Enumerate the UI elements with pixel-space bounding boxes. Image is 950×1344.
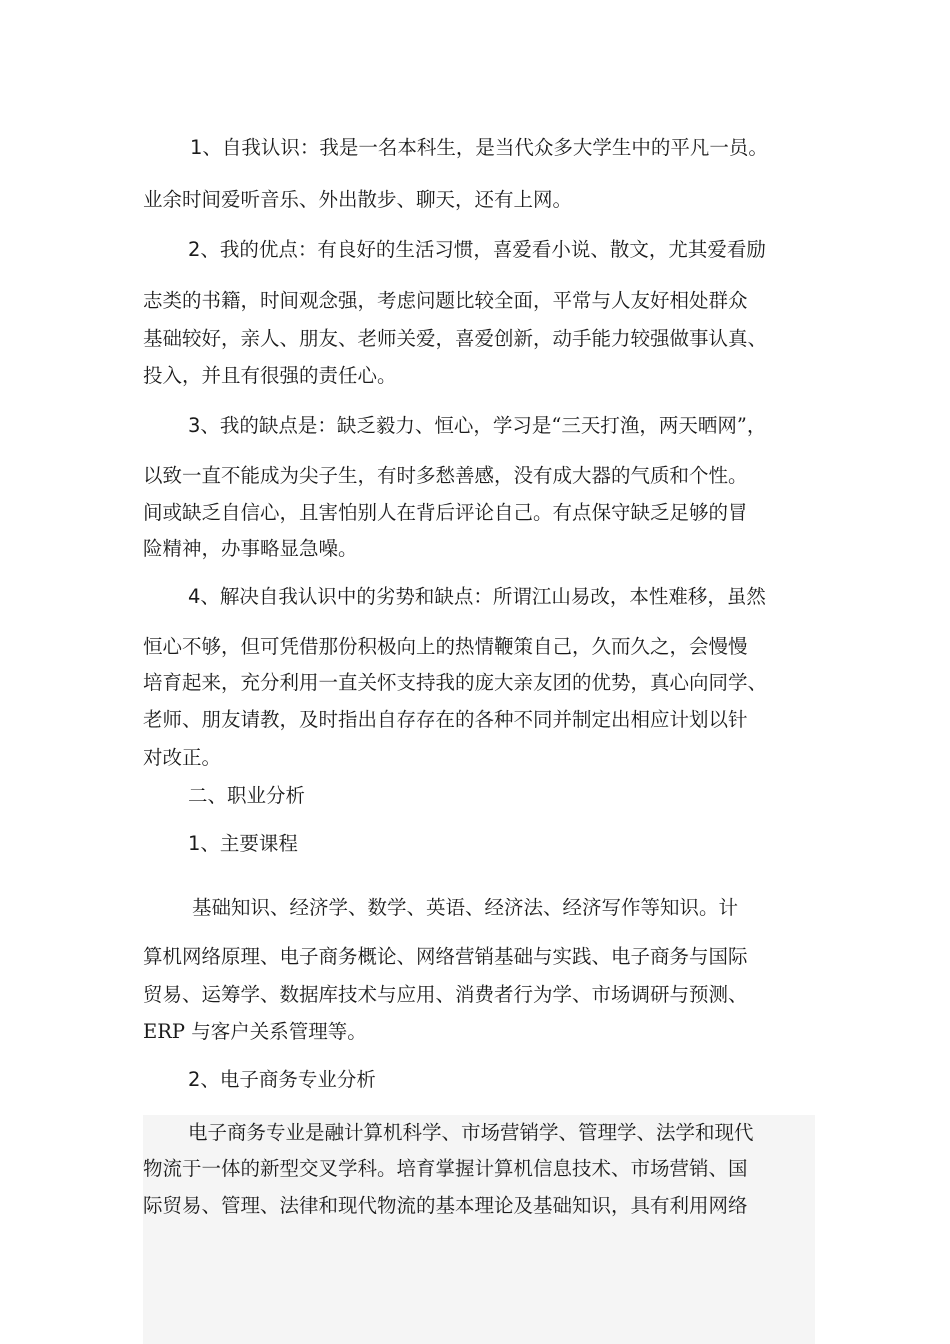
para4-line3: 培育起来，充分利用一直关怀支持我的庞大亲友团的优势，真心向同学、 [143,671,768,694]
para2-line2: 志类的书籍，时间观念强，考虑问题比较全面，平常与人友好相处群众 [143,289,748,312]
para4-line1: 4、解决自我认识中的劣势和缺点：所谓江山易改，本性难移，虽然 [188,585,766,608]
courses-line2: 算机网络原理、电子商务概论、网络营销基础与实践、电子商务与国际 [143,945,748,968]
para3-line2: 以致一直不能成为尖子生，有时多愁善感，没有成大器的气质和个性。 [143,464,748,487]
courses-line3: 贸易、运筹学、数据库技术与应用、消费者行为学、市场调研与预测、 [143,983,748,1006]
para4-line2: 恒心不够，但可凭借那份积极向上的热情鞭策自己，久而久之，会慢慢 [143,635,748,658]
subheading-courses: 1、主要课程 [188,832,298,855]
para4-number: 4 [188,585,201,608]
section-heading: 二、职业分析 [188,784,306,807]
para3-line1: 3、我的缺点是：缺乏毅力、恒心，学习是“三天打渔，两天晒网”， [188,414,767,437]
analysis-line1: 电子商务专业是融计算机科学、市场营销学、管理学、法学和现代 [188,1121,754,1144]
subheading-ecommerce: 2、电子商务专业分析 [188,1068,376,1091]
para2-line1: 2、我的优点：有良好的生活习惯，喜爱看小说、散文，尤其爱看励 [188,238,766,261]
para3-line4: 险精神，办事略显急噪。 [143,537,358,560]
para2-number: 2 [188,238,201,261]
para1-line2: 业余时间爱听音乐、外出散步、聊天，还有上网。 [143,188,573,211]
analysis-line3: 际贸易、管理、法律和现代物流的基本理论及基础知识，具有利用网络 [143,1194,748,1217]
para1-number: 1 [190,136,203,159]
para2-line4: 投入，并且有很强的责任心。 [143,364,397,387]
para4-line4: 老师、朋友请教，及时指出自存存在的各种不同并制定出相应计划以针 [143,708,748,731]
analysis-shading [143,1115,815,1344]
para1-line1: 1、自我认识：我是一名本科生，是当代众多大学生中的平凡一员。 [190,136,768,159]
para3-line3: 间或缺乏自信心，且害怕别人在背后评论自己。有点保守缺乏足够的冒 [143,501,748,524]
courses-line4: ERP 与客户关系管理等。 [143,1020,367,1043]
courses-line1: 基础知识、经济学、数学、英语、经济法、经济写作等知识。计 [192,896,739,919]
para3-number: 3 [188,414,201,437]
para2-line3: 基础较好，亲人、朋友、老师关爱，喜爱创新，动手能力较强做事认真、 [143,327,768,350]
analysis-line2: 物流于一体的新型交叉学科。培育掌握计算机信息技术、市场营销、国 [143,1157,748,1180]
para4-line5: 对改正。 [143,746,222,769]
